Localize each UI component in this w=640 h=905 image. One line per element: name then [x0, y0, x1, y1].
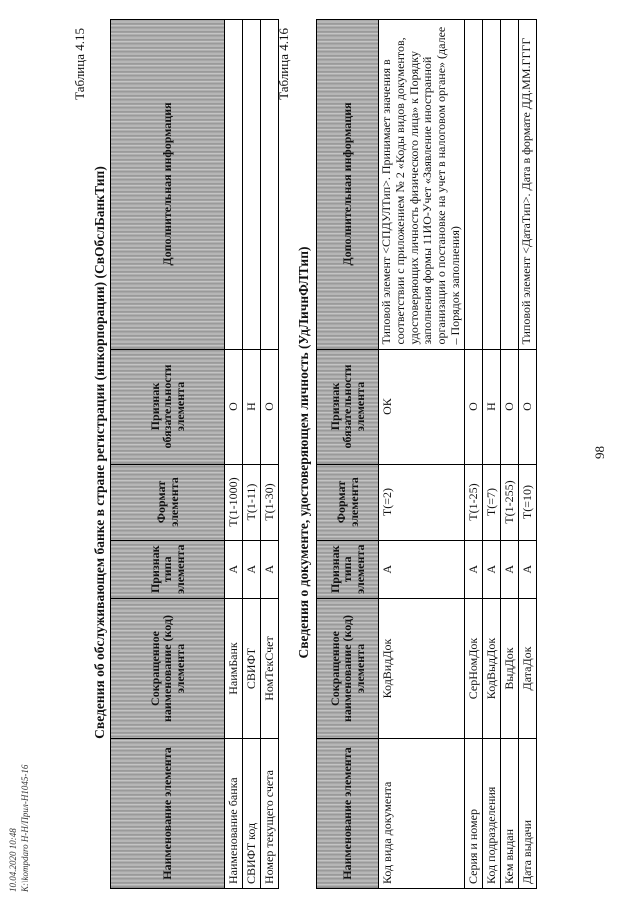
page-number: 98 [592, 446, 607, 459]
table1-header-name: Наименование элемента [111, 739, 225, 889]
table-cell: Наименование банка [225, 739, 243, 889]
footer-path: K:\kompdaro H-H/Прил-H1045-16 [20, 764, 30, 892]
table-cell: Н [243, 349, 261, 464]
table1-header-required: Признак обязательности элемента [111, 349, 225, 464]
table2-header-info: Дополнительная информация [317, 19, 379, 349]
table-cell: НомТекСчет [261, 599, 279, 739]
table-cell: О [500, 349, 518, 464]
table-cell: T(=10) [518, 464, 536, 540]
table-row [482, 19, 500, 888]
table-cell: КодВыдДок [482, 599, 500, 739]
table1 [110, 19, 279, 889]
footer-date: 10.04.2020 10:48 [8, 828, 18, 892]
table-cell: ОК [379, 349, 465, 464]
table-row [500, 19, 518, 888]
table-cell: А [379, 540, 465, 598]
table1-header-row [111, 19, 225, 888]
table-cell: О [518, 349, 536, 464]
table-cell: Типовой элемент <СПДУЛТип>. Принимает значения в соответствии с приложением № 2 «Коды видов документов, удостоверяющих личность физического лица» к Порядку заполнения формы 11ИО-Учет «Заявление иностранной организации о постановке на учет в налоговом органе» (далее – Порядок заполнения) [379, 19, 465, 349]
table-cell: ВыдДок [500, 599, 518, 739]
table-cell: T(=2) [379, 464, 465, 540]
table1-header-info: Дополнительная информация [111, 19, 225, 349]
table-row [225, 19, 243, 888]
table-cell: СерНомДок [464, 599, 482, 739]
table-cell: Серия и номер [464, 739, 482, 889]
table1-caption: Таблица 4.15 [72, 28, 87, 100]
table-cell: T(=7) [482, 464, 500, 540]
table-cell: А [464, 540, 482, 598]
table2 [316, 19, 537, 889]
table-row [379, 19, 465, 888]
table2-header-name: Наименование элемента [317, 739, 379, 889]
table-cell: СВИФТ код [243, 739, 261, 889]
table-cell: Код вида документа [379, 739, 465, 889]
table-cell: НаимБанк [225, 599, 243, 739]
table-cell: Номер текущего счета [261, 739, 279, 889]
table-cell: Кем выдан [500, 739, 518, 889]
table-cell: T(1-30) [261, 464, 279, 540]
table2-header-format: Формат элемента [317, 464, 379, 540]
table-cell [482, 19, 500, 349]
table-cell: T(1-25) [464, 464, 482, 540]
table-cell: О [225, 349, 243, 464]
table2-header-required: Признак обязательности элемента [317, 349, 379, 464]
table2-header-code: Сокращенное наименование (код) элемента [317, 599, 379, 739]
table2-header-row [317, 19, 379, 888]
table-cell: Типовой элемент <ДатаТип>. Дата в формате ДД.ММ.ГГГГ [518, 19, 536, 349]
table-cell: А [243, 540, 261, 598]
table-row [243, 19, 261, 888]
table1-header-format: Формат элемента [111, 464, 225, 540]
rotated-content [70, 10, 630, 895]
table-cell: КодВидДок [379, 599, 465, 739]
table-cell: ДатаДок [518, 599, 536, 739]
table-cell: А [261, 540, 279, 598]
table1-header-type: Признак типа элемента [111, 540, 225, 598]
table1-header-code: Сокращенное наименование (код) элемента [111, 599, 225, 739]
table-cell: А [482, 540, 500, 598]
table-cell [500, 19, 518, 349]
table-cell: Код подразделения [482, 739, 500, 889]
table-cell: А [500, 540, 518, 598]
table-cell: СВИФТ [243, 599, 261, 739]
table-cell [243, 19, 261, 349]
table-cell: А [518, 540, 536, 598]
table-cell: А [225, 540, 243, 598]
table-cell [225, 19, 243, 349]
table-cell: О [464, 349, 482, 464]
table2-caption: Таблица 4.16 [276, 28, 291, 100]
table-cell: T(1-255) [500, 464, 518, 540]
table-row [518, 19, 536, 888]
table-row [464, 19, 482, 888]
table-cell: Н [482, 349, 500, 464]
table2-header-type: Признак типа элемента [317, 540, 379, 598]
table-row [261, 19, 279, 888]
table-cell: О [261, 349, 279, 464]
table1-title: Сведения об обслуживающем банке в стране регистрации (инкорпорации) (СвОбслБанкТип) [92, 166, 107, 739]
table-cell: T(1-1000) [225, 464, 243, 540]
table-cell [464, 19, 482, 349]
table-cell: Дата выдачи [518, 739, 536, 889]
table2-title: Сведения о документе, удостоверяющем личность (УдЛичнФЛТип) [296, 246, 311, 659]
table-cell: T(1-11) [243, 464, 261, 540]
